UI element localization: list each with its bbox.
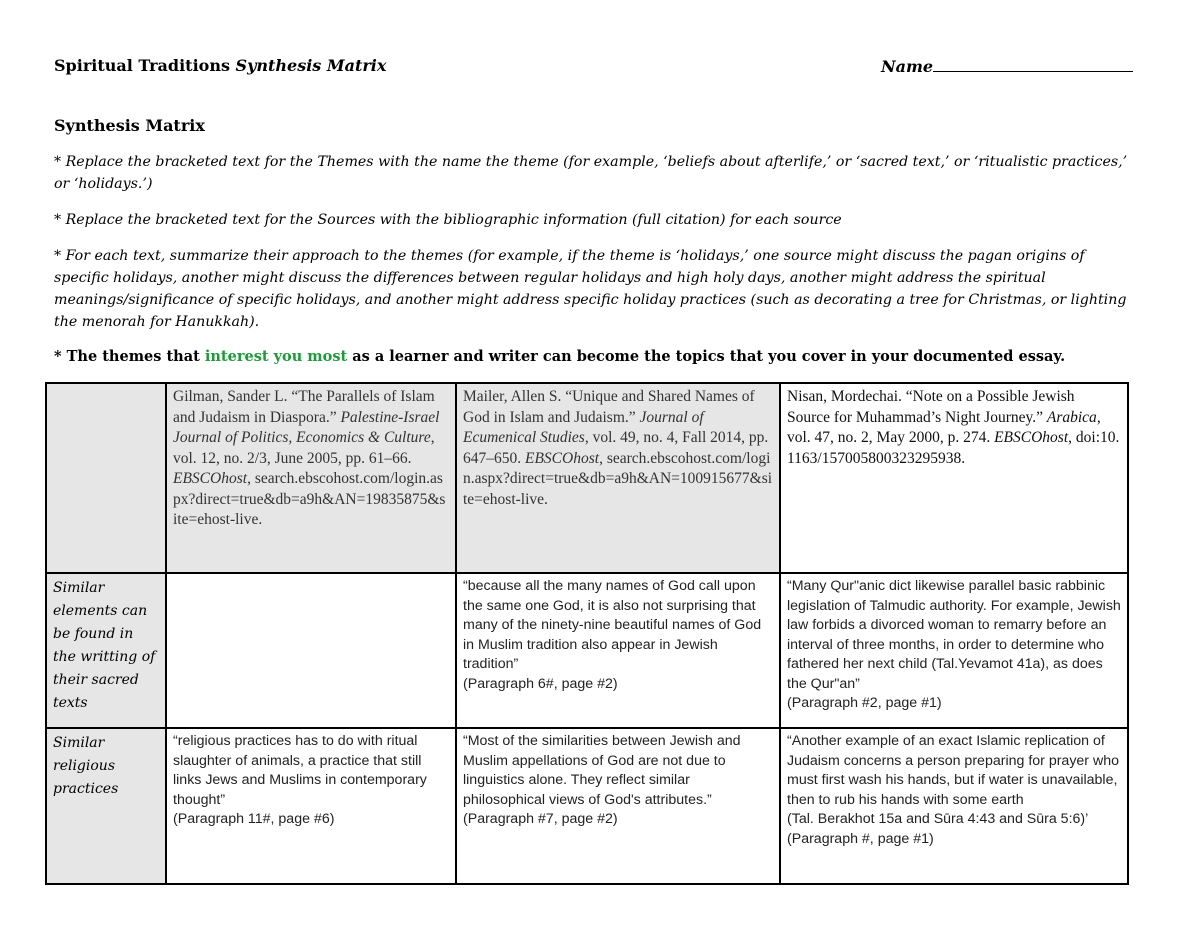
table-row: [46, 573, 1128, 728]
source-2-url: , search.ebscohost.com/login.aspx?direct=true&db=a9h&AN=100915677&site=ehost-live.: [463, 449, 773, 508]
synthesis-matrix-table: [45, 382, 1129, 885]
theme-cell-1: Similar elements can be found in the writting of their sacred texts: [46, 573, 166, 728]
matrix-cell: “Many Qur"anic dict likewise parallel basic rabbinic legislation of Talmudic authority. For example, Jewish law forbids a divorced woman to remarry before an interval of three months, in order to determine who fathered her next child (Tal.Yevamot 41a), as does the Qur"an” (Paragraph #2, page #1): [780, 573, 1128, 728]
emphasis-highlight: interest you most: [204, 348, 348, 365]
page-header: [54, 56, 1137, 80]
source-cell-3: [780, 383, 1128, 573]
source-2-lead: Mailer, Allen S. “Unique and Shared Names of God in Islam and Judaism.”: [463, 388, 755, 426]
name-field: [881, 56, 1133, 76]
source-3-lead: Nisan, Mordechai. “Note on a Possible Jewish Source for Muhammad’s Night Journey.”: [787, 388, 1075, 426]
source-cell-2: [456, 383, 780, 573]
source-3-doi: , doi:10.1163/157005800323295938.: [787, 429, 1120, 467]
name-label: Name: [881, 57, 934, 76]
source-3-journal: Arabica: [1046, 408, 1097, 426]
matrix-cell: “because all the many names of God call upon the same one God, it is also not surprising that many of the ninety-nine beautiful names of God in Muslim tradition also appear in Jewish tradition” (Paragraph 6#, page #2): [456, 573, 780, 728]
matrix-cell: “religious practices has to do with ritual slaughter of animals, a practice that still links Jews and Muslims in contemporary thought” (Paragraph 11#, page #6): [166, 728, 456, 884]
source-1-database: EBSCOhost: [173, 470, 248, 487]
instruction-summarize: * For each text, summarize their approach to the themes (for example, if the theme is ‘holidays,’ one source might discuss the pagan origins of specific holidays, another might discuss the differences between regular holidays and high holy days, another might address the spiritual meanings/significance of specific holidays, and another might address specific holiday practices (such as decorating a tree for Christmas, or lighting the menorah for Hanukkah).: [54, 248, 1127, 330]
document-title: [54, 56, 386, 75]
emphasis-note: [54, 348, 1144, 365]
source-2-journal: Journal of Ecumenical Studies: [463, 408, 704, 446]
emphasis-after: as a learner and writer can become the topics that you cover in your documented essay.: [347, 348, 1066, 365]
source-1-details: , vol. 12, no. 2/3, June 2005, pp. 61–66.: [173, 429, 435, 467]
emphasis-before: * The themes that: [54, 348, 205, 365]
table-row-sources: [46, 383, 1128, 573]
table-row: [46, 728, 1128, 884]
matrix-cell: [166, 573, 456, 728]
section-heading: Synthesis Matrix: [54, 116, 205, 135]
theme-cell-2: Similar religious practices: [46, 728, 166, 884]
source-1-journal: Palestine-Israel Journal of Politics, Economics & Culture: [173, 408, 440, 446]
name-blank-line: [933, 56, 1133, 72]
instruction-themes: * Replace the bracketed text for the Themes with the name the theme (for example, ‘beliefs about afterlife,’ or ‘sacred text,’ or ‘ritualistic practices,’ or ‘holidays.’): [54, 154, 1128, 192]
source-cell-1: [166, 383, 456, 573]
document-title-plain: Spiritual Traditions: [54, 56, 236, 75]
matrix-cell: “Most of the similarities between Jewish and Muslim appellations of God are not due to linguistics alone. They reflect similar philosophical views of God's attributes.” (Paragraph #7, page #2): [456, 728, 780, 884]
matrix-cell: “Another example of an exact Islamic replication of Judaism concerns a person preparing for prayer who must first wash his hands, but if water is unavailable, then to rub his hands with some earth (Tal. Berakhot 15a and Sūra 4:43 and Sūra 5:6)’ (Paragraph #, page #1): [780, 728, 1128, 884]
document-title-italic: Synthesis Matrix: [235, 56, 387, 75]
source-1-lead: Gilman, Sander L. “The Parallels of Islam and Judaism in Diaspora.”: [173, 388, 435, 426]
corner-cell: [46, 383, 166, 573]
source-2-database: EBSCOhost: [525, 449, 600, 467]
source-1-url: , search.ebscohost.com/login.aspx?direct=true&db=a9h&AN=19835875&site=ehost-live.: [173, 470, 446, 528]
source-3-database: EBSCOhost: [994, 429, 1069, 446]
source-2-details: , vol. 49, no. 4, Fall 2014, pp. 647–650.: [463, 429, 769, 467]
source-3-details: , vol. 47, no. 2, May 2000, p. 274.: [787, 408, 1101, 446]
instruction-sources: * Replace the bracketed text for the Sources with the bibliographic information (full citation) for each source: [54, 212, 842, 228]
